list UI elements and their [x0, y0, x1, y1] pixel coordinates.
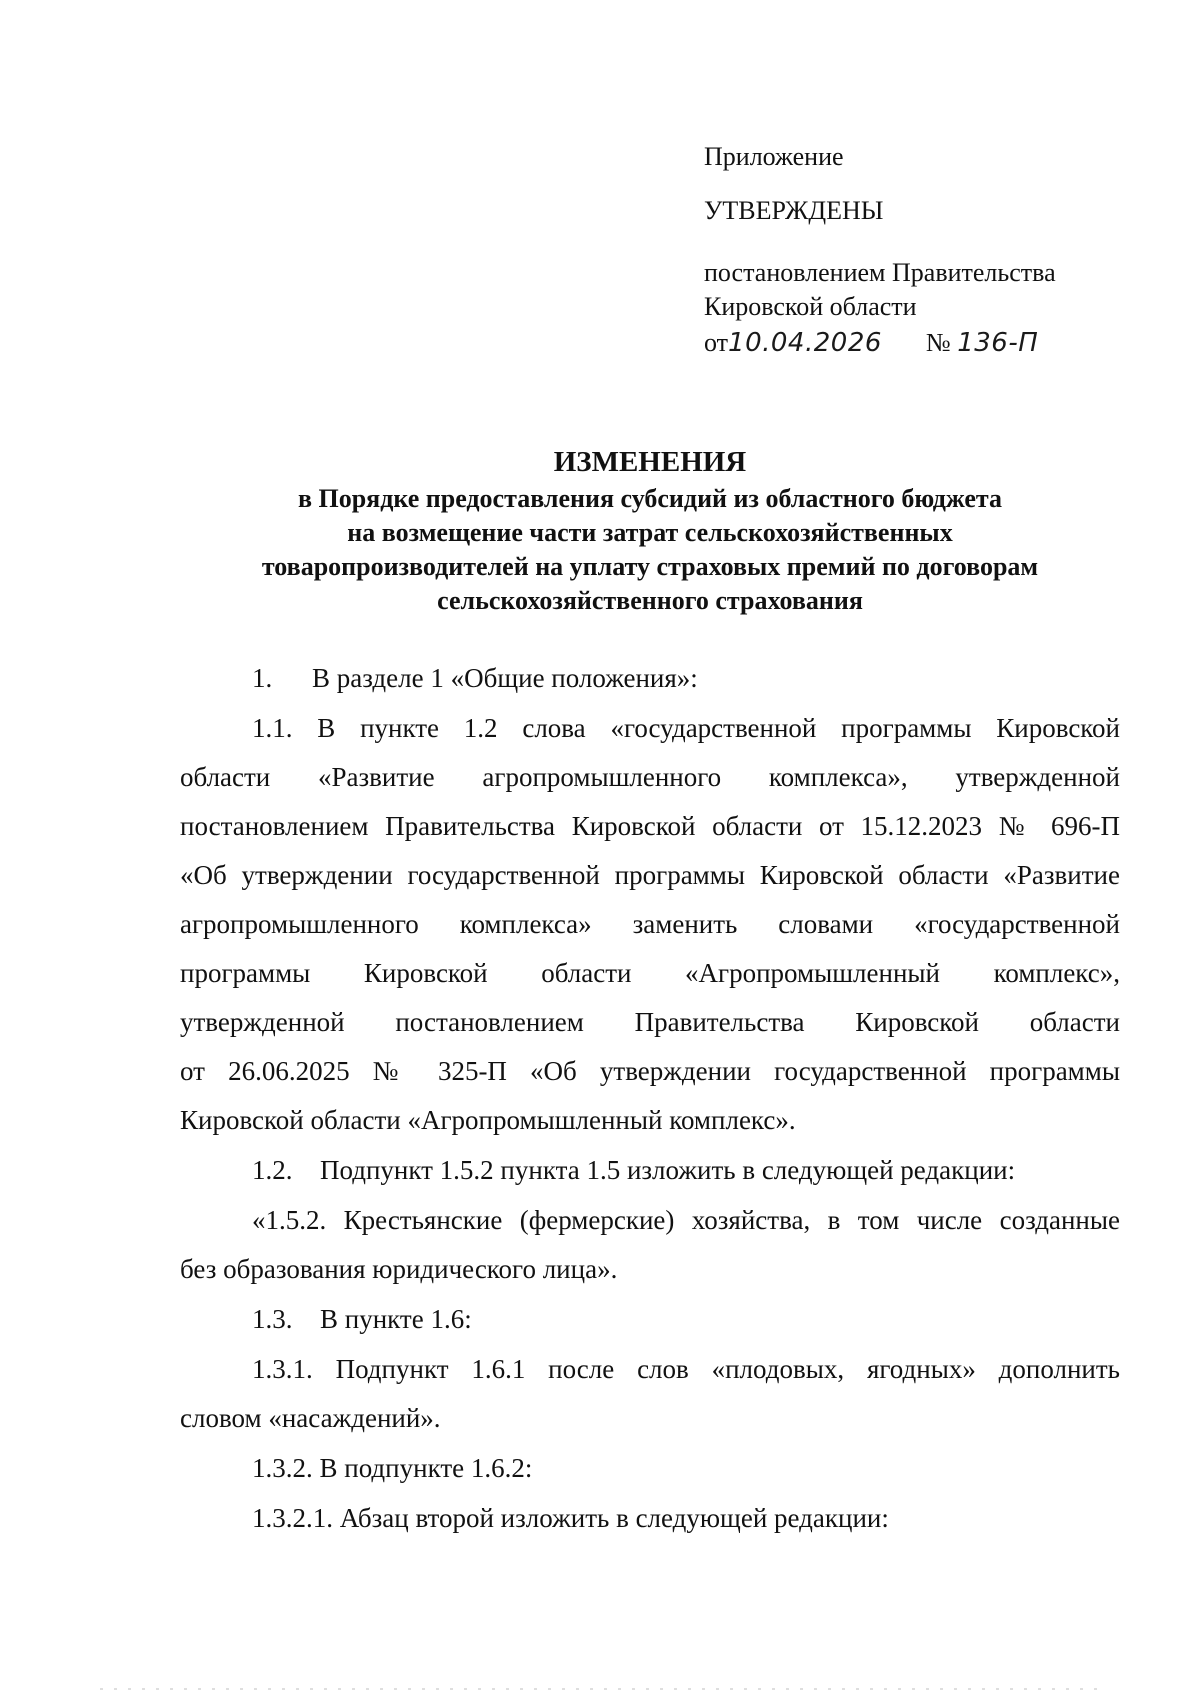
para-1-1-line-2: области «Развитие агропромышленного комплекса», утвержденной	[180, 762, 1120, 792]
handwritten-number: 136-П	[957, 328, 1039, 358]
appendix-label: Приложение	[704, 142, 844, 171]
para-1-1-line-7: утвержденной постановлением Правительства Кировской области	[180, 1007, 1120, 1037]
para-1-2-text: Подпункт 1.5.2 пункта 1.5 изложить в следующей редакции:	[320, 1155, 1016, 1185]
number-prefix: №	[925, 328, 951, 357]
date-number-line	[704, 326, 1038, 360]
quote-line-2: без образования юридического лица».	[180, 1254, 618, 1284]
heading-title: ИЗМЕНЕНИЯ	[553, 446, 747, 478]
section-1-number: 1.	[252, 663, 273, 693]
para-1-2-number: 1.2.	[252, 1155, 293, 1185]
scan-artifact-line	[100, 1688, 1100, 1690]
para-1-3-2-1: 1.3.2.1. Абзац второй изложить в следующей редакции:	[252, 1503, 889, 1533]
para-1-3-2: 1.3.2. В подпункте 1.6.2:	[252, 1453, 533, 1483]
para-1-3-1-line-2: словом «насаждений».	[180, 1403, 441, 1433]
para-1-1-line-3: постановлением Правительства Кировской области от 15.12.2023 № 696-П	[180, 811, 1120, 841]
section-1-text: В разделе 1 «Общие положения»:	[312, 663, 698, 693]
para-1-2	[252, 1155, 1015, 1186]
heading-line-3: товаропроизводителей на уплату страховых премий по договорам	[261, 552, 1039, 581]
para-1-1-line-9: Кировской области «Агропромышленный комплекс».	[180, 1105, 796, 1135]
approved-by-line1: постановлением Правительства	[704, 258, 1056, 287]
quote-line-1: «1.5.2. Крестьянские (фермерские) хозяйства, в том числе созданные	[252, 1205, 1120, 1235]
heading-line-1: в Порядке предоставления субсидий из областного бюджета	[297, 484, 1003, 513]
approved-label: УТВЕРЖДЕНЫ	[704, 196, 884, 225]
section-1	[252, 663, 698, 694]
para-1-1-line-4: «Об утверждении государственной программы Кировской области «Развитие	[180, 860, 1120, 890]
para-1-1-line-1: 1.1. В пункте 1.2 слова «государственной программы Кировской	[252, 713, 1120, 743]
heading-line-4: сельскохозяйственного страхования	[437, 586, 863, 615]
para-1-3-1-line-1: 1.3.1. Подпункт 1.6.1 после слов «плодовых, ягодных» дополнить	[252, 1354, 1120, 1384]
para-1-1-line-8: от 26.06.2025 № 325-П «Об утверждении государственной программы	[180, 1056, 1120, 1086]
handwritten-date: 10.04.2026	[728, 328, 882, 358]
para-1-1-line-6: программы Кировской области «Агропромышленный комплекс»,	[180, 958, 1120, 988]
approved-by-line2: Кировской области	[704, 292, 917, 321]
date-prefix: от	[704, 328, 729, 357]
para-1-3-number: 1.3.	[252, 1304, 293, 1334]
heading-line-2: на возмещение части затрат сельскохозяйственных	[347, 518, 953, 547]
para-1-3-text: В пункте 1.6:	[320, 1304, 472, 1334]
para-1-3	[252, 1304, 472, 1335]
para-1-1-line-5: агропромышленного комплекса» заменить словами «государственной	[180, 909, 1120, 939]
